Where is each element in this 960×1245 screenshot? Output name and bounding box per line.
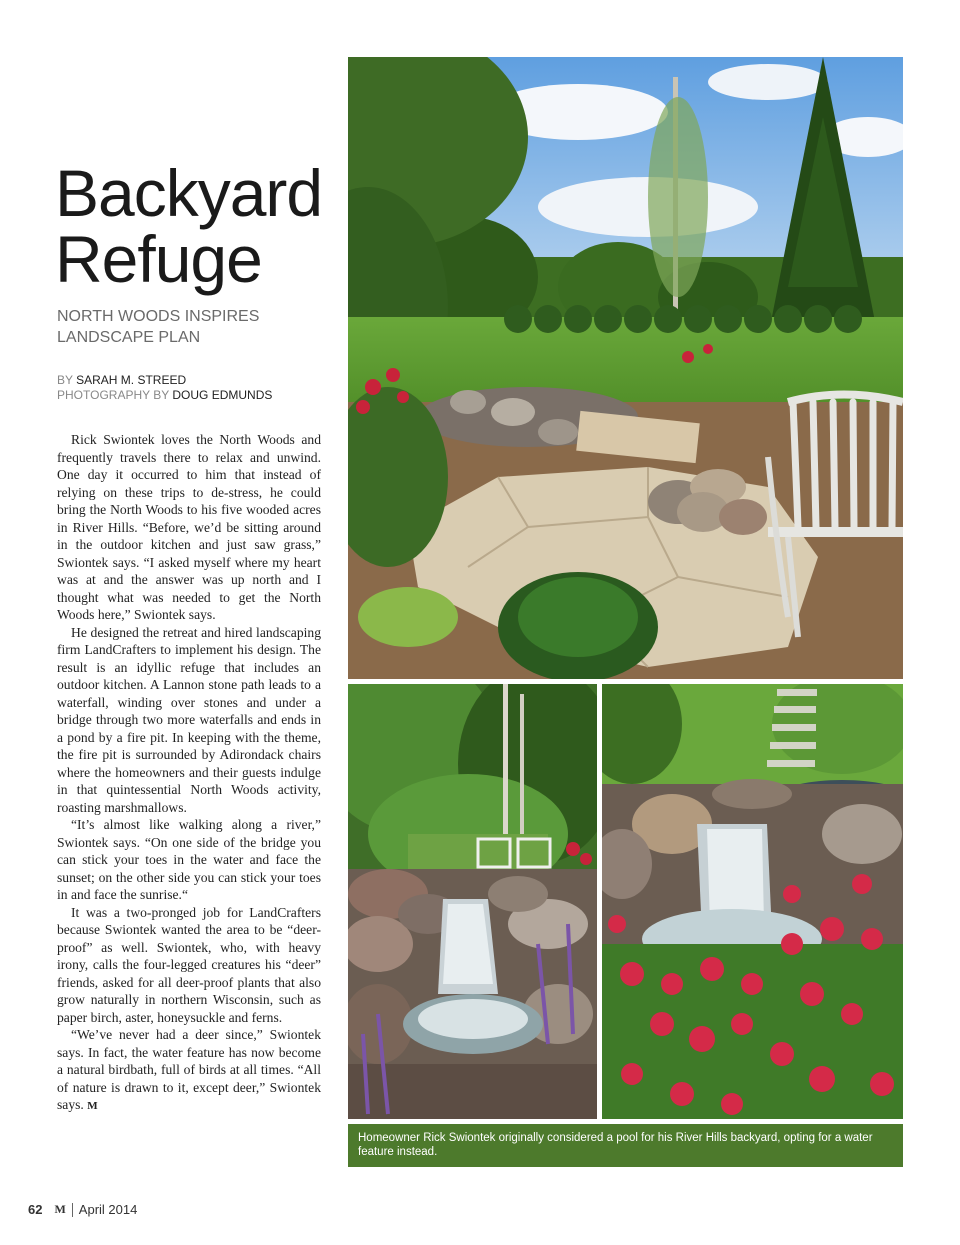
author-credit: BY SARAH M. STREED xyxy=(57,373,187,387)
title-line-1: Backyard xyxy=(55,156,323,230)
subtitle-line-2: LANDSCAPE PLAN xyxy=(57,329,201,346)
issue-date: April 2014 xyxy=(78,1202,138,1217)
photo-patio-firepit xyxy=(348,57,903,679)
article-body xyxy=(57,431,321,1116)
article-subtitle xyxy=(57,306,327,348)
photo-waterfall-flowers xyxy=(602,684,903,1119)
photo-waterfall-chairs xyxy=(348,684,597,1119)
photo-credit: PHOTOGRAPHY BY DOUG EDMUNDS xyxy=(57,388,273,402)
footer-divider xyxy=(72,1203,73,1217)
title-line-2: Refuge xyxy=(55,222,262,296)
magazine-logo: M xyxy=(54,1202,66,1216)
article-title xyxy=(55,156,323,296)
author-name: SARAH M. STREED xyxy=(76,373,187,387)
subtitle-line-1: NORTH WOODS INSPIRES xyxy=(57,308,260,325)
page-footer xyxy=(28,1202,137,1217)
paragraph-5: “We’ve never had a deer since,” Swiontek says. In fact, the water feature has now become a natural birdbath, full of birds at all times. “All of nature is drawn to it, except deer,” Swiontek says. M xyxy=(57,1027,321,1112)
paragraph-4: It was a two-pronged job for LandCrafters because Swiontek wanted the area to be “deer-proof” as well. Swiontek, who, with heavy irony, calls the four-legged creatures his “deer” friends, asked for all deer-proof plants that also grow naturally in northern Wisconsin, such as paper birch, aster, honeysuckle and ferns. xyxy=(57,904,321,1025)
page-number: 62 xyxy=(28,1202,43,1217)
paragraph-2: He designed the retreat and hired landscaping firm LandCrafters to implement his design. The result is an idyllic refuge that includes an outdoor kitchen. A Lannon stone path leads to a waterfall, winding over stones and under a bridge through two more waterfalls and ends in a pond by a fire pit. In keeping with the theme, the fire pit is surrounded by Adirondack chairs where the homeowners and their guests indulge in that quintessential North Woods activity, roasting marshmallows. xyxy=(57,624,321,815)
end-mark: M xyxy=(87,1100,98,1112)
paragraph-1: Rick Swiontek loves the North Woods and frequently travels there to relax and unwind. One day it occurred to him that instead of relying on these trips to de-stress, he could bring the North Woods to his five wooded acres in River Hills. “Before, we’d be sitting around in the outdoor kitchen and just saw grass,” Swiontek says. “I asked myself where my heart was at and the answer was up north and I thought what was needed to get the North Woods here,” Swiontek says. xyxy=(57,432,321,622)
paragraph-3: “It’s almost like walking along a river,” Swiontek says. “On one side of the bridge you can stick your toes in the water and face the sunset; on the other side you can stick your toes in and face the sunrise.“ xyxy=(57,817,321,902)
photographer-name: DOUG EDMUNDS xyxy=(172,388,273,402)
photo-caption: Homeowner Rick Swiontek originally considered a pool for his River Hills backyard, opting for a water feature instead. xyxy=(348,1124,903,1167)
byline xyxy=(57,373,272,403)
